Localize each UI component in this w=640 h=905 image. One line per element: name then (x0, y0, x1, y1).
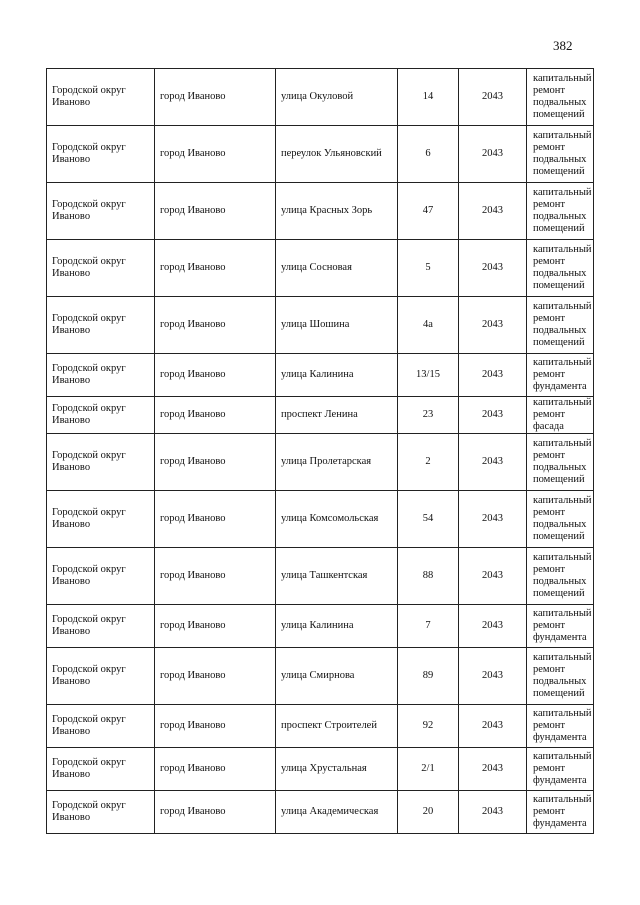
house-number-cell: 88 (398, 548, 459, 605)
house-number-cell: 4а (398, 297, 459, 354)
city-cell: город Иваново (155, 126, 276, 183)
year-cell: 2043 (459, 648, 527, 705)
repair-schedule-table (46, 68, 594, 834)
year-cell: 2043 (459, 397, 527, 434)
city-cell: город Иваново (155, 434, 276, 491)
house-number-cell: 2/1 (398, 748, 459, 791)
work-type-cell: капитальный ремонт фундамента (527, 791, 594, 834)
house-number-cell: 7 (398, 605, 459, 648)
house-number-cell: 14 (398, 69, 459, 126)
city-cell: город Иваново (155, 791, 276, 834)
table-row (47, 354, 594, 397)
city-cell: город Иваново (155, 748, 276, 791)
work-type-cell: капитальный ремонт подвальных помещений (527, 648, 594, 705)
city-cell: город Иваново (155, 397, 276, 434)
district-cell: Городской округ Иваново (47, 705, 155, 748)
table-row (47, 69, 594, 126)
house-number-cell: 13/15 (398, 354, 459, 397)
year-cell: 2043 (459, 297, 527, 354)
district-cell: Городской округ Иваново (47, 748, 155, 791)
table-row (47, 297, 594, 354)
year-cell: 2043 (459, 434, 527, 491)
district-cell: Городской округ Иваново (47, 354, 155, 397)
work-type-cell: капитальный ремонт подвальных помещений (527, 548, 594, 605)
year-cell: 2043 (459, 354, 527, 397)
year-cell: 2043 (459, 705, 527, 748)
year-cell: 2043 (459, 183, 527, 240)
street-cell: улица Академическая (276, 791, 398, 834)
house-number-cell: 2 (398, 434, 459, 491)
city-cell: город Иваново (155, 240, 276, 297)
table-row (47, 648, 594, 705)
table-row (47, 748, 594, 791)
city-cell: город Иваново (155, 354, 276, 397)
year-cell: 2043 (459, 548, 527, 605)
work-type-cell: капитальный ремонт подвальных помещений (527, 434, 594, 491)
year-cell: 2043 (459, 791, 527, 834)
page-number: 382 (553, 38, 573, 53)
table-row (47, 434, 594, 491)
year-cell: 2043 (459, 240, 527, 297)
house-number-cell: 92 (398, 705, 459, 748)
table-row (47, 397, 594, 434)
street-cell: проспект Ленина (276, 397, 398, 434)
district-cell: Городской округ Иваново (47, 491, 155, 548)
house-number-cell: 5 (398, 240, 459, 297)
year-cell: 2043 (459, 126, 527, 183)
work-type-cell: капитальный ремонт подвальных помещений (527, 69, 594, 126)
table-body (47, 69, 594, 834)
street-cell: проспект Строителей (276, 705, 398, 748)
city-cell: город Иваново (155, 548, 276, 605)
table-row (47, 605, 594, 648)
work-type-cell: капитальный ремонт подвальных помещений (527, 240, 594, 297)
work-type-cell: капитальный ремонт фундамента (527, 748, 594, 791)
year-cell: 2043 (459, 748, 527, 791)
year-cell: 2043 (459, 69, 527, 126)
work-type-cell: капитальный ремонт фундамента (527, 605, 594, 648)
street-cell: улица Пролетарская (276, 434, 398, 491)
street-cell: улица Сосновая (276, 240, 398, 297)
table-row (47, 491, 594, 548)
street-cell: улица Красных Зорь (276, 183, 398, 240)
work-type-cell: капитальный ремонт подвальных помещений (527, 126, 594, 183)
table-row (47, 240, 594, 297)
district-cell: Городской округ Иваново (47, 240, 155, 297)
street-cell: переулок Ульяновский (276, 126, 398, 183)
table-row (47, 126, 594, 183)
work-type-cell: капитальный ремонт фундамента (527, 705, 594, 748)
district-cell: Городской округ Иваново (47, 183, 155, 240)
district-cell: Городской округ Иваново (47, 69, 155, 126)
street-cell: улица Ташкентская (276, 548, 398, 605)
table-row (47, 548, 594, 605)
street-cell: улица Хрустальная (276, 748, 398, 791)
street-cell: улица Калинина (276, 354, 398, 397)
house-number-cell: 23 (398, 397, 459, 434)
street-cell: улица Окуловой (276, 69, 398, 126)
district-cell: Городской округ Иваново (47, 605, 155, 648)
year-cell: 2043 (459, 605, 527, 648)
district-cell: Городской округ Иваново (47, 297, 155, 354)
house-number-cell: 54 (398, 491, 459, 548)
city-cell: город Иваново (155, 648, 276, 705)
house-number-cell: 20 (398, 791, 459, 834)
table-row (47, 791, 594, 834)
street-cell: улица Комсомольская (276, 491, 398, 548)
table-row (47, 705, 594, 748)
year-cell: 2043 (459, 491, 527, 548)
district-cell: Городской округ Иваново (47, 397, 155, 434)
district-cell: Городской округ Иваново (47, 791, 155, 834)
city-cell: город Иваново (155, 605, 276, 648)
city-cell: город Иваново (155, 705, 276, 748)
district-cell: Городской округ Иваново (47, 548, 155, 605)
table-row (47, 183, 594, 240)
house-number-cell: 89 (398, 648, 459, 705)
city-cell: город Иваново (155, 297, 276, 354)
work-type-cell: капитальный ремонт подвальных помещений (527, 297, 594, 354)
district-cell: Городской округ Иваново (47, 126, 155, 183)
district-cell: Городской округ Иваново (47, 648, 155, 705)
street-cell: улица Смирнова (276, 648, 398, 705)
city-cell: город Иваново (155, 69, 276, 126)
work-type-cell: капитальный ремонт подвальных помещений (527, 491, 594, 548)
street-cell: улица Калинина (276, 605, 398, 648)
work-type-cell: капитальный ремонт фундамента (527, 354, 594, 397)
street-cell: улица Шошина (276, 297, 398, 354)
city-cell: город Иваново (155, 183, 276, 240)
district-cell: Городской округ Иваново (47, 434, 155, 491)
work-type-cell: капитальный ремонт подвальных помещений (527, 183, 594, 240)
house-number-cell: 6 (398, 126, 459, 183)
house-number-cell: 47 (398, 183, 459, 240)
city-cell: город Иваново (155, 491, 276, 548)
work-type-cell: капитальный ремонт фасада (527, 397, 594, 434)
